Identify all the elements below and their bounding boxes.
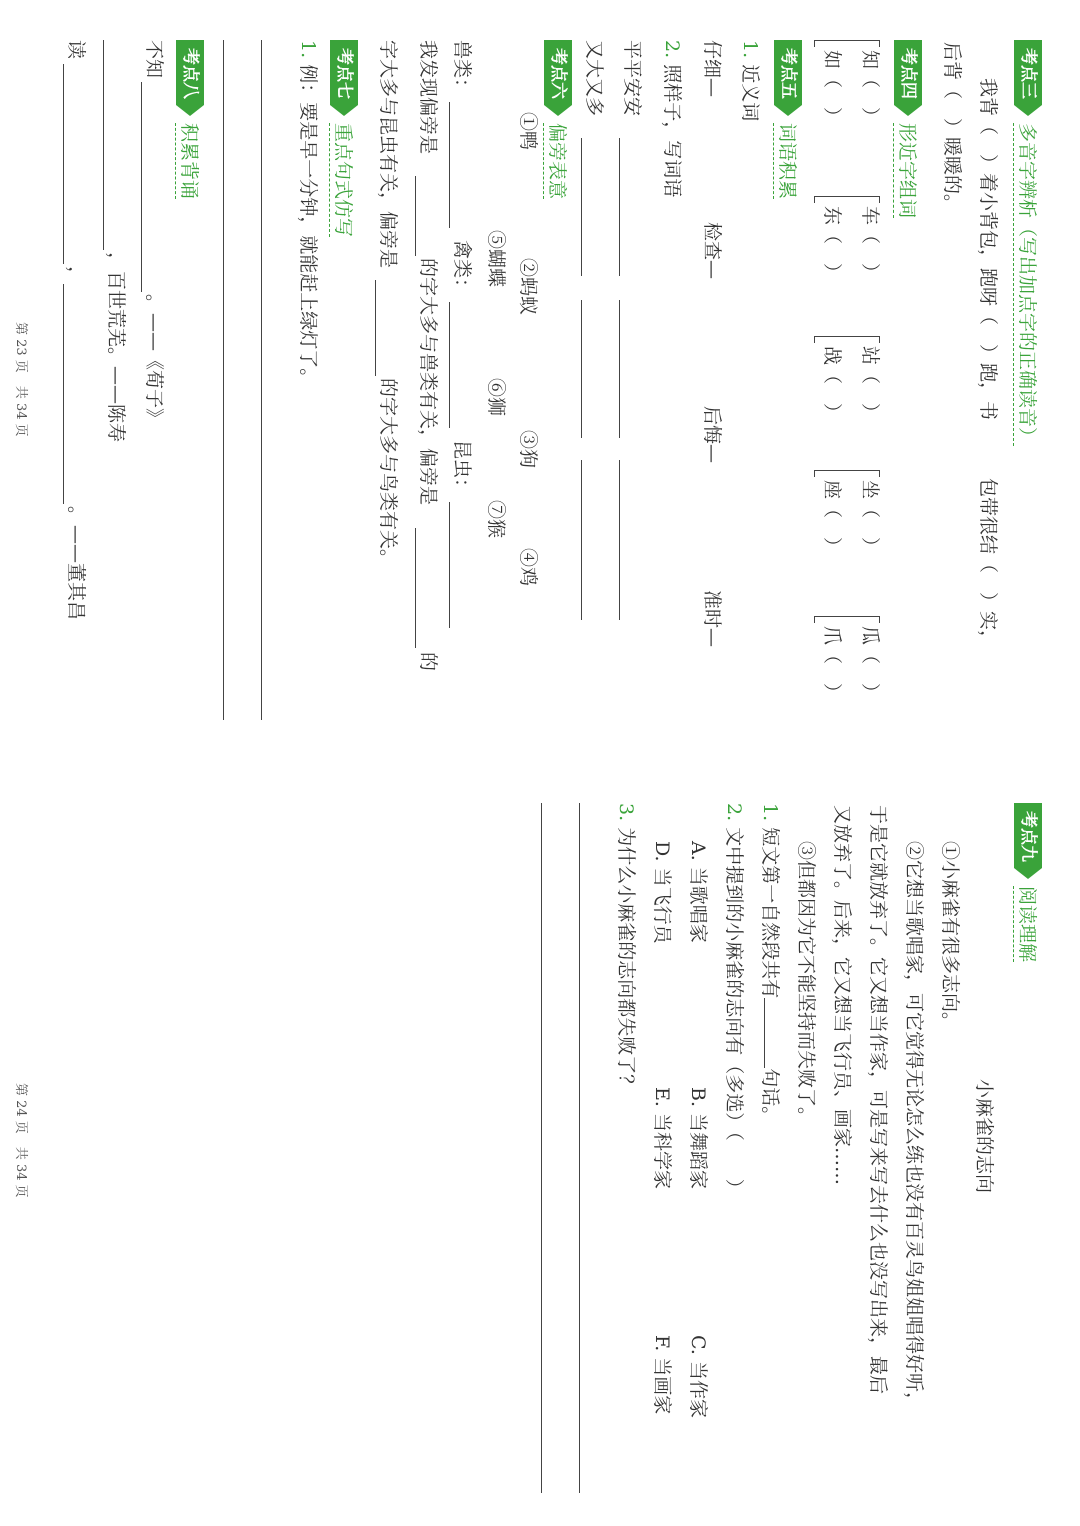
section-9-title: 阅读理解	[1014, 886, 1043, 962]
answer-line[interactable]	[261, 40, 262, 720]
section-3-title: 多音字辨析（写出加点字的正确读音）	[1014, 123, 1043, 446]
section-5-header	[774, 40, 802, 199]
pair-2-bottom: 东（ ）	[821, 206, 843, 283]
pair-3-bottom: 战（ ）	[821, 346, 843, 423]
s8-line1-b: 。——《荀子》	[143, 294, 165, 428]
pair-brace	[814, 470, 880, 477]
s9-q3-text: 为什么小麻雀的志向都失败了？	[615, 827, 637, 1094]
s9-q1	[758, 803, 782, 1125]
answer-line[interactable]	[619, 460, 620, 620]
s5-q2-text: 照样子，写词语	[661, 64, 683, 198]
answer-line[interactable]	[415, 528, 416, 648]
answer-line[interactable]	[141, 82, 142, 292]
s7-q1-text: 例：要是早一分钟，就能赶上绿灯了。	[297, 64, 319, 388]
section-3-badge: 考点三	[1014, 40, 1042, 105]
passage-p2-a: ②它想当歌唱家，可它觉得无论怎么练也没有百灵鸟姐姐唱得好听，	[903, 841, 925, 1412]
animal-1: ①鸭	[517, 112, 539, 151]
opt-b: B. 当舞蹈家	[687, 1087, 709, 1190]
s5-q2	[660, 40, 684, 197]
passage-p3: ③但都因为它不能坚持而失败了。	[795, 841, 817, 1127]
pair-brace	[814, 616, 880, 623]
answer-line[interactable]	[541, 803, 542, 1493]
section-6-header	[544, 40, 572, 199]
animal-5: ⑤蝴蝶	[485, 230, 507, 288]
syn-3: 后悔—	[701, 406, 723, 464]
answer-line[interactable]	[223, 40, 224, 720]
passage-p2-c: 又放弃了。后来，它又想当飞行员、画家……	[831, 805, 853, 1186]
pair-3-top: 站（ ）	[859, 346, 881, 423]
syn-4: 准时—	[701, 590, 723, 648]
section-6-title: 偏旁表意	[544, 123, 573, 199]
pair-brace	[814, 196, 880, 203]
s9-q1-text-a: 短文第一自然段共有	[759, 827, 781, 999]
s6-sentence-b: 的字大多与兽类有关，偏旁是	[417, 258, 439, 506]
syn-1: 仔细—	[701, 40, 723, 98]
section-6-badge: 考点六	[544, 40, 572, 105]
answer-line[interactable]	[449, 302, 450, 428]
passage-title: 小麻雀的志向	[973, 1079, 995, 1194]
animal-7: ⑦猴	[485, 500, 507, 539]
animal-4: ④鸡	[517, 548, 539, 587]
section-8-title: 积累背诵	[176, 123, 205, 199]
s9-q3	[614, 803, 638, 1093]
s8-line2-a: ，百世荒芜。——陈寿	[105, 252, 127, 443]
answer-line[interactable]	[63, 284, 64, 504]
page-24	[0, 763, 1080, 1526]
s9-q1-text-b: 句话。	[759, 1068, 781, 1126]
section-8-badge: 考点八	[176, 40, 204, 105]
answer-line[interactable]	[619, 300, 620, 438]
answer-line[interactable]	[449, 502, 450, 628]
q1-blank[interactable]	[764, 998, 781, 1068]
pair-5-bottom: 爪（ ）	[821, 626, 843, 703]
s9-q2-num: 2.	[723, 803, 745, 822]
opt-e: E. 当科学家	[651, 1087, 673, 1189]
section-4-title: 形近字组词	[894, 123, 923, 218]
pair-brace	[814, 40, 880, 47]
s5-q1	[738, 40, 762, 121]
s3-line1-a: 我背（ ）着小背包，跑呀（ ）跑，书	[977, 78, 999, 421]
s9-q2	[722, 803, 746, 1198]
answer-line[interactable]	[619, 138, 620, 276]
passage-p2-b: 于是它就放弃了。它又想当作家，可是写来写去什么也没写出来，最后	[867, 805, 889, 1395]
s7-q1	[296, 40, 320, 387]
s8-line1-a: 不知	[143, 40, 165, 79]
section-8-header	[176, 40, 204, 199]
animal-3: ③狗	[517, 430, 539, 469]
pair-4-bottom: 座（ ）	[821, 480, 843, 557]
s6-sentence-e: 的字大多与鸟类有关。	[377, 378, 399, 569]
section-7-badge: 考点七	[330, 40, 358, 105]
opt-f: F. 当画家	[651, 1335, 673, 1415]
s9-q3-num: 3.	[615, 803, 637, 822]
answer-line[interactable]	[375, 280, 376, 376]
s6-sentence-c: 的	[417, 652, 439, 672]
s5-q1-text: 近义词	[739, 64, 761, 122]
section-7-header	[330, 40, 358, 237]
s6-sentence-d: 字大多与昆虫有关，偏旁是	[377, 40, 399, 269]
section-5-badge: 考点五	[774, 40, 802, 105]
cat-mammal: 兽类：	[451, 40, 473, 98]
section-4-badge: 考点四	[894, 40, 922, 105]
animal-6: ⑥狮	[485, 378, 507, 417]
pair-4-top: 坐（ ）	[859, 480, 881, 557]
section-4-header	[894, 40, 922, 218]
answer-line[interactable]	[581, 138, 582, 276]
s6-sentence-a: 我发现偏旁是	[417, 40, 439, 155]
section-5-title: 词语积累	[774, 123, 803, 199]
answer-line[interactable]	[449, 102, 450, 228]
s5-example-2: 又大又多	[583, 40, 605, 117]
answer-line[interactable]	[581, 300, 582, 438]
pair-1-bottom: 如（ ）	[821, 50, 843, 127]
section-7-title: 重点句式仿写	[330, 123, 359, 237]
s7-q1-num: 1.	[297, 40, 319, 59]
s3-line1-b: 包带很结（ ）实，	[977, 478, 999, 650]
s5-example-1: 平平安安	[621, 40, 643, 117]
answer-line[interactable]	[415, 176, 416, 256]
s9-q2-text: 文中提到的小麻雀的志向有（多选）（ ）	[723, 827, 745, 1198]
page-23-footer: 第 23 页 共 34 页	[13, 322, 28, 437]
animal-2: ②蚂蚁	[517, 258, 539, 316]
s8-line3-b: ，	[65, 266, 87, 286]
section-9-header	[1014, 803, 1042, 962]
cat-insect: 昆虫：	[451, 440, 473, 498]
passage-p1: ①小麻雀有很多志向。	[939, 841, 961, 1032]
cat-bird: 禽类：	[451, 240, 473, 298]
answer-line[interactable]	[581, 460, 582, 620]
s3-line2: 后背（ ）暖暖的。	[941, 42, 963, 214]
page-24-footer: 第 24 页 共 34 页	[13, 1083, 28, 1198]
s8-line3-a: 读	[65, 40, 87, 60]
pair-brace	[814, 336, 880, 343]
opt-d: D. 当飞行员	[651, 841, 673, 944]
section-9-badge: 考点九	[1014, 803, 1042, 868]
opt-a: A. 当歌唱家	[687, 841, 709, 943]
answer-line[interactable]	[579, 803, 580, 1493]
s5-q1-num: 1.	[739, 40, 761, 59]
s5-q2-num: 2.	[661, 40, 683, 59]
answer-line[interactable]	[63, 64, 64, 264]
pair-1-top: 知（ ）	[859, 50, 881, 127]
opt-c: C. 当作家	[687, 1335, 709, 1418]
pair-5-top: 瓜（ ）	[859, 626, 881, 703]
s8-line3-c: 。——董其昌	[65, 506, 87, 621]
answer-line[interactable]	[103, 40, 104, 250]
s9-q1-num: 1.	[759, 803, 781, 822]
syn-2: 检查—	[701, 222, 723, 280]
section-3-header	[1014, 40, 1042, 446]
pair-2-top: 车（ ）	[859, 206, 881, 283]
